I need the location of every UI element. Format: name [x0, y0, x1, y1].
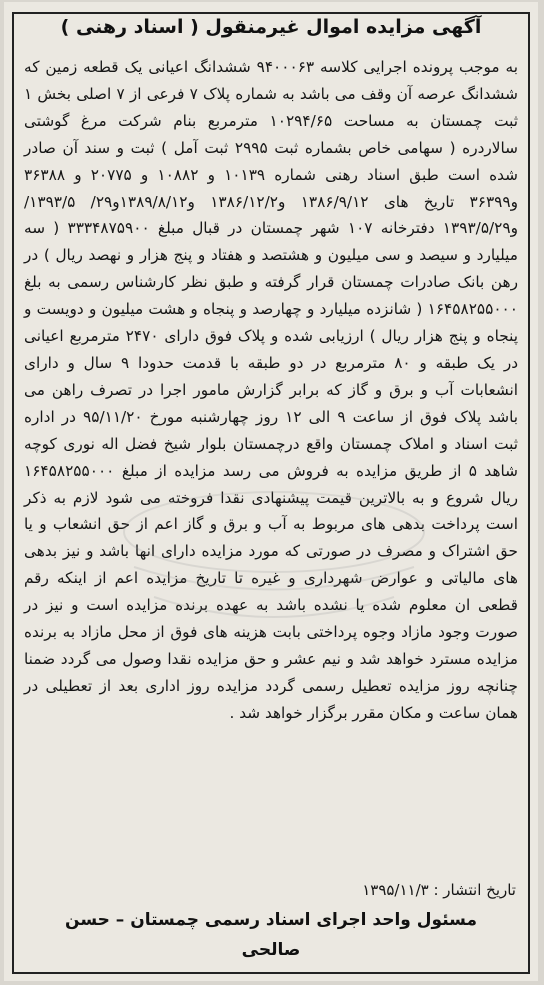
newspaper-clipping — [4, 2, 538, 981]
signature-title: مسئول واحد اجرای اسناد رسمی چمستان – حسن — [65, 910, 477, 930]
notice-body: به موجب پرونده اجرایی کلاسه ۹۴۰۰۰۶۳ ششدانگ اعیانی یک قطعه زمین که ششدانگ عرصه آن وقف می باشد به شماره پلاک ۷ فرعی از ۷ اصلی بخش ۱ ثبت چمستان به مساحت ۱۰۲۹۴/۶۵ مترمربع بنام شرکت مرغ گوشتی سالاردره ( سهامی خاص بشماره ثبت ۲۹۹۵ ثبت آمل ) ثبت و سند آن صادر شده است طبق اسناد رهنی شماره ۱۰۱۳۹ و ۱۰۸۸۲ و ۲۰۷۷۵ و ۳۶۳۸۸ و۳۶۳۹۹ تاریخ های ۱۳۸۶/۹/۱۲ و۱۳۸۶/۱۲/۲ و۱۳۸۹/۸/۱۲و۲۹/ ۱۳۹۳/۵/و۱۳۹۳/۵/۲۹ دفترخانه ۱۰۷ شهر چمستان در قبال مبلغ ۳۳۳۴۸۷۵۹۰۰ ( سه میلیارد و سیصد و سی میلیون و هشتصد و هفتاد و پنج هزار و نهصد ریال ) در رهن بانک صادرات چمستان قرار گرفته و طبق نظر کارشناس رسمی به بلغ ۱۶۴۵۸۲۵۵۰۰۰ ( شانزده میلیارد و چهارصد و پنجاه و هشت میلیون و دویست و پنجاه و پنج هزار ریال ) ارزیابی شده و پلاک فوق دارای ۲۴۷۰ مترمربع اعیانی در یک طبقه و ۸۰ مترمربع در دو طبقه با قدمت حدودا ۹ سال و دارای انشعابات آب و برق و گاز که برابر گزارش مامور اجرا در تصرف راهن می باشد پلاک فوق از ساعت ۹ الی ۱۲ روز چهارشنبه مورخ ۹۵/۱۱/۲۰ در اداره ثبت اسناد و املاک چمستان واقع درچمستان بلوار شیخ فضل اله نوری کوچه شاهد ۵ از طریق مزایده به فروش می رسد مزایده از مبلغ ۱۶۴۵۸۲۵۵۰۰۰ ریال شروع و به بالاترین قیمت پیشنهادی نقدا فروخته می شود لازم به ذکر است پرداخت بدهی های مربوط به آب و برق و گاز اعم از حق انشعاب و یا حق اشتراک و مصرف در صورتی که مورد مزایده دارای انها باشد و نیز بدهی های مالیاتی و عوارض شهرداری و غیره تا تاریخ مزایده اعم از اینکه رقم قطعی ان معلوم شده یا نشده باشد به عهده برنده مزایده است و نیز در صورت وجود مازاد وجوه پرداختی بابت هزینه های فوق از محل مازاد به برنده مزایده مسترد خواهد شد و نیم عشر و حق مزایده نقدا وصول می گردد ضمنا چنانچه روز مزایده تعطیل رسمی گردد مزایده روز اداری بعد از تعطیلی در همان ساعت و مکان مقرر برگزار خواهد شد . — [24, 58, 519, 722]
signature-name: صالحی — [241, 940, 301, 960]
publish-date: تاریخ انتشار : ۱۳۹۵/۱۱/۳ — [362, 881, 516, 899]
notice-title: آگهی مزایده اموال غیرمنقول ( اسناد رهنی ) — [60, 16, 482, 38]
